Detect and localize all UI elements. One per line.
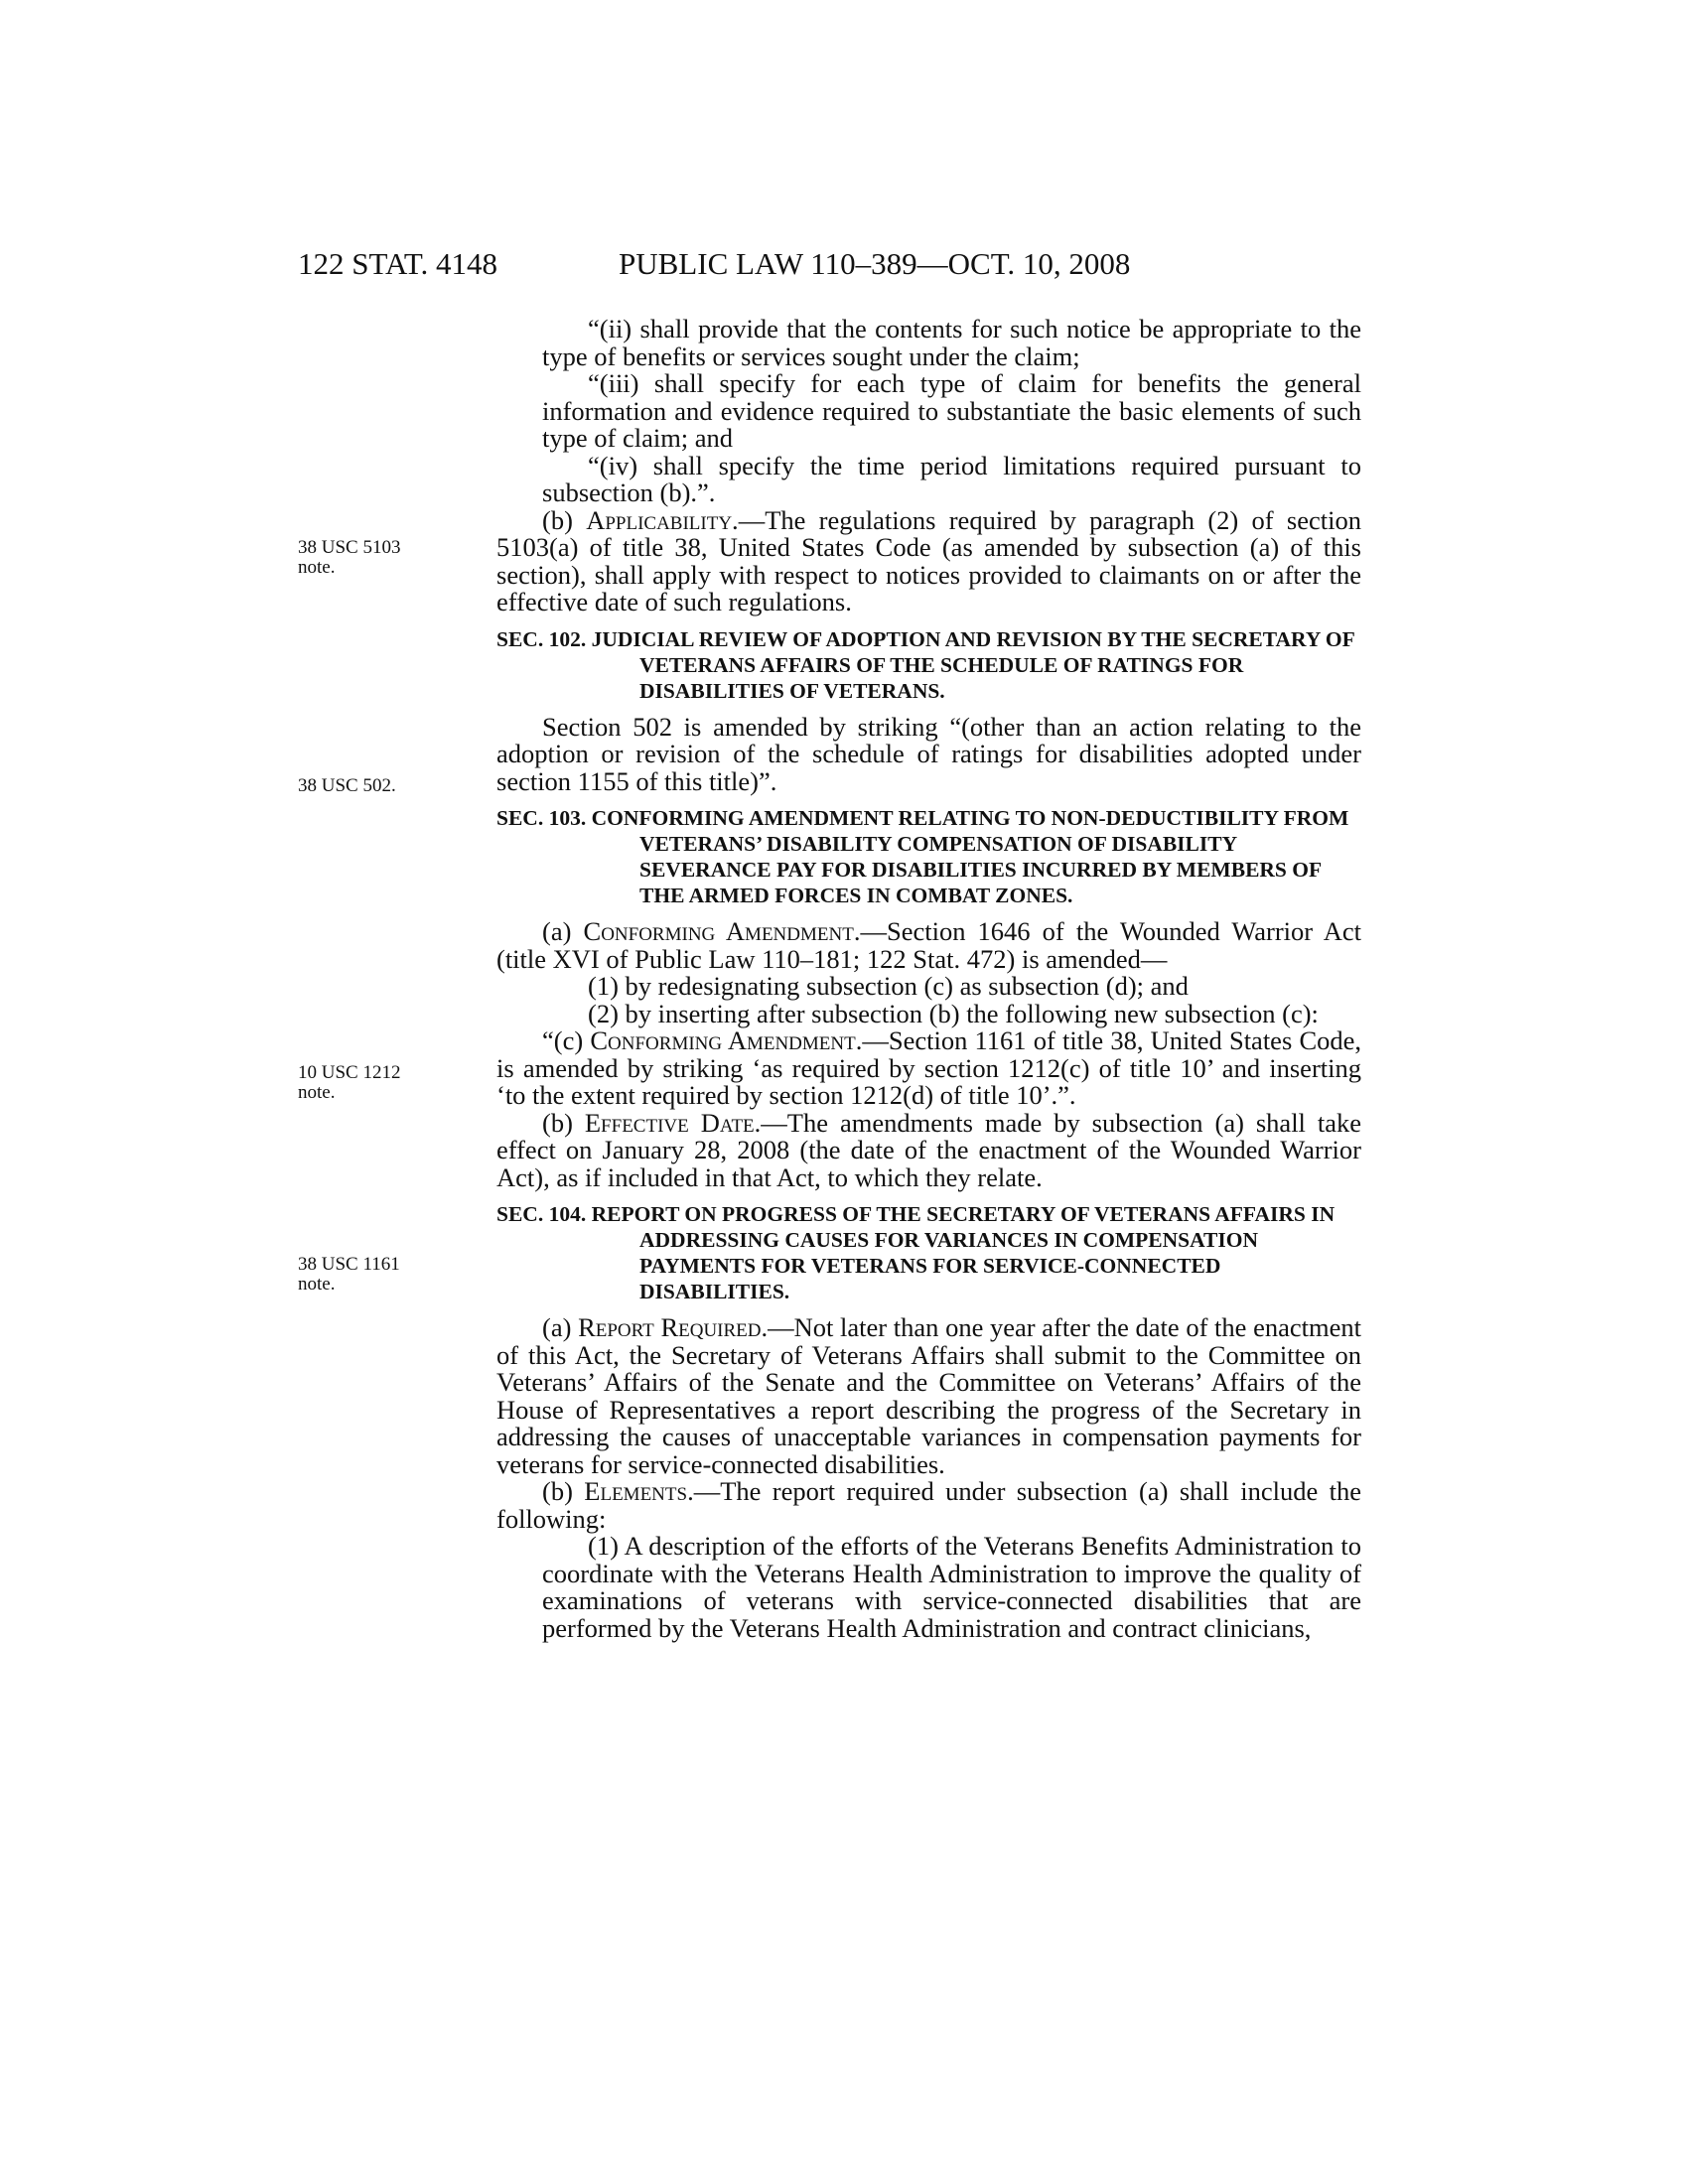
subsection-heading: Effective Date. — [584, 1107, 762, 1138]
subsection-b-applicability — [496, 504, 1361, 616]
margin-note — [298, 538, 447, 578]
subsection-text: —The report required under subsection (a) shall include the following: — [496, 1476, 1361, 1534]
subsection-label: (b) — [542, 1107, 585, 1138]
subsection-label: (a) — [542, 1312, 579, 1342]
subsection-heading: Report Required. — [578, 1312, 769, 1342]
margin-note — [298, 1255, 447, 1295]
margin-note-line: note. — [298, 1274, 336, 1295]
stat-reference: 122 STAT. 4148 — [298, 246, 498, 281]
subsection-text: —Section 1646 of the Wounded Warrior Act (title XVI of Public Law 110–181; 122 Stat. 472) is amended— — [496, 916, 1362, 974]
clause-iii: “(iii) shall specify for each type of claim for benefits the general information and evidence required to substantiate the basic elements of such type of claim; and — [542, 368, 1361, 453]
margin-note-line: 38 USC 5103 — [298, 537, 401, 558]
section-103-heading: SEC. 103. CONFORMING AMENDMENT RELATING TO NON-DEDUCTIBILITY FROM VETERANS’ DISABILITY COMPENSATION OF DISABILITY SEVERANCE PAY FOR DISABILITIES INCURRED BY MEMBERS OF THE ARMED FORCES IN COMBAT ZONES. — [496, 806, 1349, 907]
paragraph-1: (1) by redesignating subsection (c) as subsection (d); and — [588, 971, 1189, 1001]
subsection-label: (a) — [542, 916, 584, 946]
margin-note-line: 38 USC 502. — [298, 775, 396, 796]
margin-note — [298, 1063, 447, 1103]
law-title: PUBLIC LAW 110–389—OCT. 10, 2008 — [619, 246, 1131, 281]
body-text — [496, 316, 1361, 1642]
subsection-text: —Not later than one year after the date of the enactment of this Act, the Secretary of Veterans Affairs shall submit to the Committee on Veterans’ Affairs of the Senate and the Committee on Veterans’ Affairs of the House of Representatives a report describing the progress of the Secretary in addressing the causes of unacceptable variances in compensation payments for veterans for service-connected disabilities. — [496, 1312, 1361, 1479]
clause-iv: “(iv) shall specify the time period limitations required pursuant to subsection (b).”. — [542, 450, 1361, 507]
paragraph-2: (2) by inserting after subsection (b) the following new subsection (c): — [588, 998, 1319, 1028]
subsection-text: —The amendments made by subsection (a) shall take effect on January 28, 2008 (the date of the enactment of the Wounded Warrior Act), as if included in that Act, to which they relate. — [496, 1107, 1362, 1192]
subsection-heading: Applicability. — [586, 504, 739, 535]
subsection-a-conforming — [496, 918, 1361, 973]
section-102-heading: SEC. 102. JUDICIAL REVIEW OF ADOPTION AND REVISION BY THE SECRETARY OF VETERANS AFFAIRS OF THE SCHEDULE OF RATINGS FOR DISABILITIES OF VETERANS. — [496, 626, 1354, 703]
section-102-text: Section 502 is amended by striking “(other than an action relating to the adoption or revision of the schedule of ratings for disabilities adopted under section 1155 of this title)”. — [496, 711, 1361, 796]
margin-note-line: 38 USC 1161 — [298, 1254, 400, 1275]
element-1: (1) A description of the efforts of the Veterans Benefits Administration to coordinate with the Veterans Health Administration to improve the quality of examinations of veterans with service-connected disabilities that are performed by the Veterans Health Administration and contract clinicians, — [542, 1531, 1361, 1643]
subsection-b-effective-date — [496, 1107, 1362, 1192]
section-104-heading: SEC. 104. REPORT ON PROGRESS OF THE SECRETARY OF VETERANS AFFAIRS IN ADDRESSING CAUSES FOR VARIANCES IN COMPENSATION PAYMENTS FOR VETERANS FOR SERVICE-CONNECTED DISABILITIES. — [496, 1202, 1336, 1303]
subsection-label: “(c) — [542, 1025, 591, 1055]
margin-note-line: note. — [298, 1082, 336, 1103]
subsection-b-elements — [496, 1478, 1361, 1533]
margin-note-line: note. — [298, 557, 336, 578]
subsection-a-report-required — [496, 1314, 1361, 1478]
margin-note — [298, 776, 447, 796]
clause-ii: “(ii) shall provide that the contents for such notice be appropriate to the type of benefits or services sought under the claim; — [542, 314, 1361, 371]
subsection-text: —The regulations required by paragraph (2) of section 5103(a) of title 38, United States Code (as amended by subsection (a) of this section), shall apply with respect to notices provided to claimants on or after the effective date of such regulations. — [496, 504, 1361, 616]
subsection-heading: Conforming Amendment. — [583, 916, 861, 946]
subsection-heading: Conforming Amendment. — [590, 1025, 863, 1055]
subsection-label: (b) — [542, 504, 587, 535]
page-header — [298, 246, 1380, 286]
quoted-subsection-c — [496, 1027, 1361, 1110]
subsection-text: —Section 1161 of title 38, United States Code, is amended by striking ‘as required by section 1212(c) of title 10’ and inserting ‘to the extent required by section 1212(d) of title 10’.”. — [496, 1025, 1362, 1110]
margin-note-line: 10 USC 1212 — [298, 1062, 401, 1083]
subsection-heading: Elements. — [584, 1476, 694, 1506]
subsection-label: (b) — [542, 1476, 585, 1506]
